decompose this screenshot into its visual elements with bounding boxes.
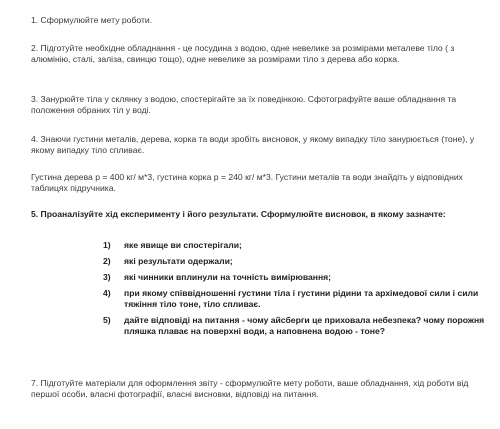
instruction-step-2: 2. Підготуйте необхідне обладнання - це посудина з водою, одне невелике за розмірами металеве тіло ( з алюмінію, сталі, заліза, свинцю тощо), одне невелике за розмірами тіло з дерева або корка. xyxy=(31,43,455,65)
list-item-number: 3) xyxy=(103,271,111,282)
instruction-step-4: 4. Знаючи густини металів, дерева, корка та води зробіть висновок, у якому випадку тіло занурюється (тоне), у якому випадку тіло спливає. xyxy=(31,134,475,156)
list-item-text: які чинники вплинули на точність вимірювання; xyxy=(124,271,332,282)
list-item-number: 4) xyxy=(103,287,111,298)
list-item xyxy=(103,288,493,311)
conclusion-list xyxy=(103,240,493,342)
list-item-number: 2) xyxy=(103,255,111,266)
list-item-number: 1) xyxy=(103,240,111,250)
list-item-number: 5) xyxy=(103,314,111,325)
list-item-text: які результати одержали; xyxy=(124,255,233,266)
list-item-text: дайте відповіді на питання - чому айсберги це приховала небезпека? чому порожня пляшка плаває на поверхні води, а наповнена водою - тоне? xyxy=(124,314,485,337)
list-item xyxy=(103,240,493,251)
list-item xyxy=(103,272,493,283)
list-item xyxy=(103,315,493,338)
instruction-step-1: 1. Сформулюйте мету роботи. xyxy=(31,15,153,25)
list-item-text: при якому співвідношенні густини тіла і густини рідини та архімедової сили і сили тяжіння тіло тоне, тіло спливає. xyxy=(124,287,479,309)
density-note: Густина дерева р = 400 кг/ м*3, густина корка р = 240 кг/ м*3. Густини металів та води знайдіть у відповідних таблицях підручника. xyxy=(31,172,463,194)
list-item-text: яке явище ви спостерігали; xyxy=(124,240,242,250)
instruction-step-3: 3. Занурюйте тіла у склянку з водою, спостерігайте за їх поведінкою. Сфотографуйте ваше обладнання та положення обраних тіл у воді. xyxy=(31,94,457,116)
instruction-step-5: 5. Проаналізуйте хід експерименту і його результати. Сформулюйте висновок, в якому зазначте: xyxy=(31,209,446,219)
list-item xyxy=(103,256,493,267)
instruction-step-7: 7. Підготуйте матеріали для оформлення звіту - сформулюйте мету роботи, ваше обладнання, хід роботи від першої особи, власні фотографії, власні висновки, відповіді на питання. xyxy=(31,378,469,400)
